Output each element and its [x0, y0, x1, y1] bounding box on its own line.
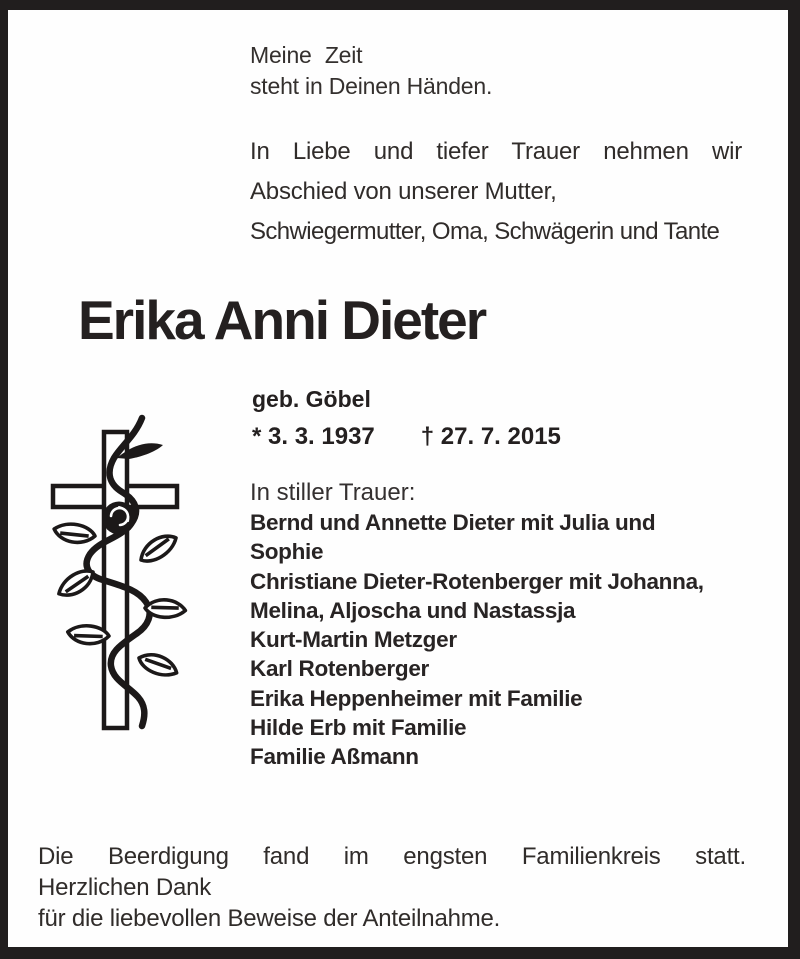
- closing-line-3: für die liebevollen Beweise der Anteilnahme.: [38, 905, 501, 932]
- mourner-line: Familie Aßmann: [250, 744, 419, 770]
- mourner-line: Sophie: [250, 539, 324, 565]
- death-date: † 27. 7. 2015: [420, 423, 561, 450]
- epigraph: [250, 40, 492, 102]
- life-dates: [252, 423, 561, 451]
- mourning-label: In stiller Trauer:: [250, 479, 416, 506]
- birth-date: * 3. 3. 1937: [252, 423, 375, 450]
- closing-line-2: Herzlichen Dank: [38, 874, 212, 901]
- epigraph-line-2: steht in Deinen Händen.: [250, 73, 493, 99]
- epigraph-line-1: Meine Zeit: [250, 42, 363, 68]
- mourner-line: Bernd und Annette Dieter mit Julia und: [250, 510, 656, 535]
- closing-line-1: Die Beerdigung fand im engsten Familienkreis statt.: [38, 843, 746, 870]
- cross-with-rose-icon: [45, 412, 223, 742]
- intro-line-2: Abschied von unserer Mutter,: [250, 178, 557, 205]
- mourner-line: Hilde Erb mit Familie: [250, 715, 467, 741]
- closing-paragraph: [38, 841, 746, 934]
- deceased-name: Erika Anni Dieter: [78, 289, 486, 351]
- mourner-line: Karl Rotenberger: [250, 656, 429, 682]
- maiden-name: geb. Göbel: [252, 386, 371, 412]
- intro-line-1: In Liebe und tiefer Trauer nehmen wir: [250, 138, 742, 165]
- intro-paragraph: [250, 132, 742, 252]
- intro-line-3: Schwiegermutter, Oma, Schwägerin und Tante: [250, 218, 720, 245]
- mourner-line: Melina, Aljoscha und Nastassja: [250, 597, 576, 623]
- mourner-line: Erika Heppenheimer mit Familie: [250, 685, 583, 711]
- mourning-list: [250, 478, 704, 772]
- mourner-line: Kurt-Martin Metzger: [250, 627, 457, 653]
- mourner-line: Christiane Dieter-Rotenberger mit Johanna,: [250, 568, 704, 594]
